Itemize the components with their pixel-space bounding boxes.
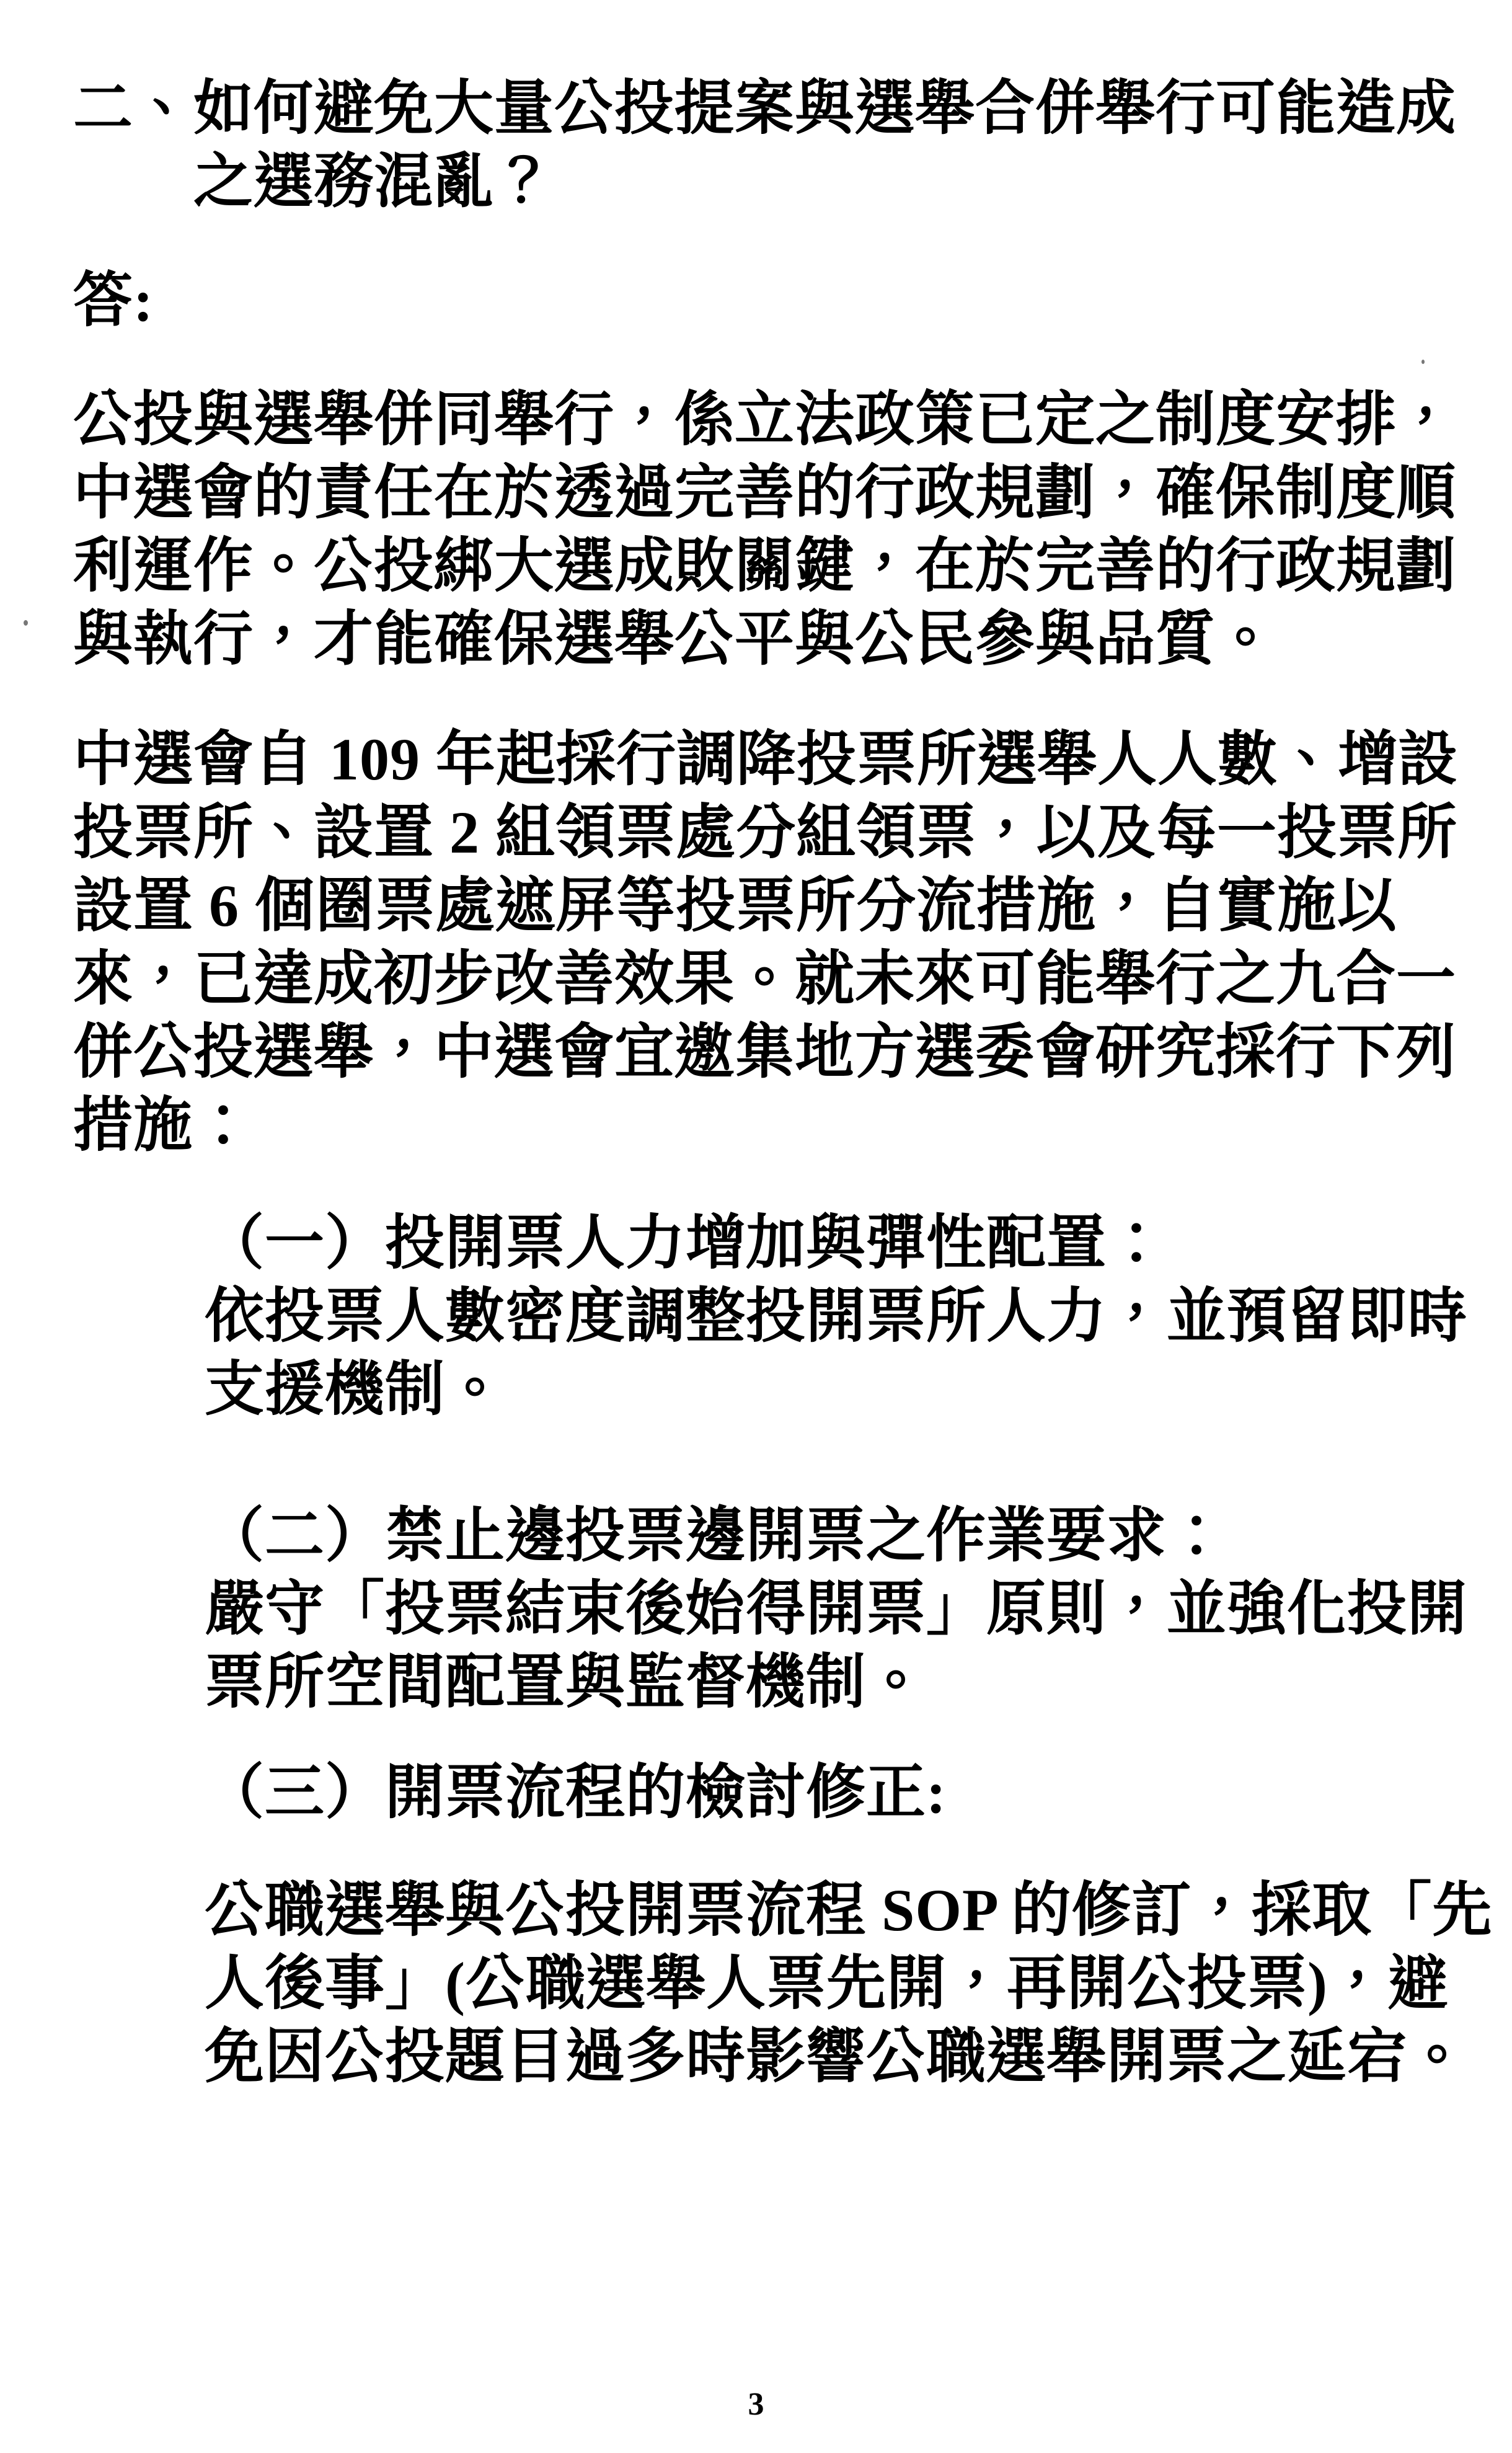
paragraph-line: 投票所、設置 2 組領票處分組領票，以及每一投票所 [73, 799, 1457, 866]
paragraph-line: 中選會自 109 年起採行調降投票所選舉人人數、增設 [73, 726, 1458, 792]
paragraph-line: 與執行，才能確保選舉公平與公民參與品質。 [73, 606, 1276, 672]
question-text [193, 72, 1456, 218]
paragraph-line: 中選會的責任在於透過完善的行政規劃，確保制度順 [73, 459, 1456, 526]
paragraph-line: 公投與選舉併同舉行，係立法政策已定之制度安排， [73, 386, 1456, 453]
item-body-line: 支援機制。 [205, 1356, 505, 1422]
paragraph-line: 利運作。公投綁大選成敗關鍵，在於完善的行政規劃 [73, 533, 1456, 599]
item-body-line: 人後事」(公職選舉人票先開，再開公投票)，避 [205, 1950, 1448, 2016]
list-item-3-heading: （三）開票流程的檢討修正: [205, 1759, 947, 1825]
paragraph-line: 併公投選舉，中選會宜邀集地方選委會研究採行下列 [73, 1019, 1456, 1085]
paragraph-line: 設置 6 個圈票處遮屏等投票所分流措施，自實施以 [73, 872, 1397, 939]
item-heading: （二）禁止邊投票邊開票之作業要求： [205, 1502, 1227, 1569]
question-line: 之選務混亂？ [193, 148, 554, 215]
list-item-3-body [205, 1874, 1492, 2093]
question-heading [73, 72, 1456, 218]
list-item-2 [205, 1499, 1467, 1719]
paragraph-line: 措施： [73, 1092, 254, 1158]
answer-paragraph-1 [73, 383, 1456, 676]
page-number: 3 [748, 2387, 764, 2422]
item-heading: （一）投開票人力增加與彈性配置： [205, 1210, 1167, 1276]
question-number-label: 二、 [73, 75, 193, 141]
question-line: 如何避免大量公投提案與選舉合併舉行可能造成 [193, 75, 1456, 141]
item-body-line: 依投票人數密度調整投開票所人力，並預留即時 [205, 1283, 1467, 1349]
scan-noise-dot [24, 620, 28, 626]
list-item-1 [205, 1207, 1467, 1426]
answer-paragraph-2 [73, 723, 1458, 1162]
item-body-line: 票所空間配置與監督機制。 [205, 1649, 926, 1715]
paragraph-line: 來，已達成初步改善效果。就未來可能舉行之九合一 [73, 946, 1456, 1012]
scan-noise-dot [1421, 360, 1425, 364]
item-body-line: 免因公投題目過多時影響公職選舉開票之延宕。 [205, 2023, 1467, 2090]
answer-label: 答: [73, 267, 154, 334]
item-body-line: 嚴守「投票結束後始得開票」原則，並強化投開 [205, 1576, 1467, 1642]
item-body-line: 公職選舉與公投開票流程 SOP 的修訂，採取「先 [205, 1877, 1493, 1943]
